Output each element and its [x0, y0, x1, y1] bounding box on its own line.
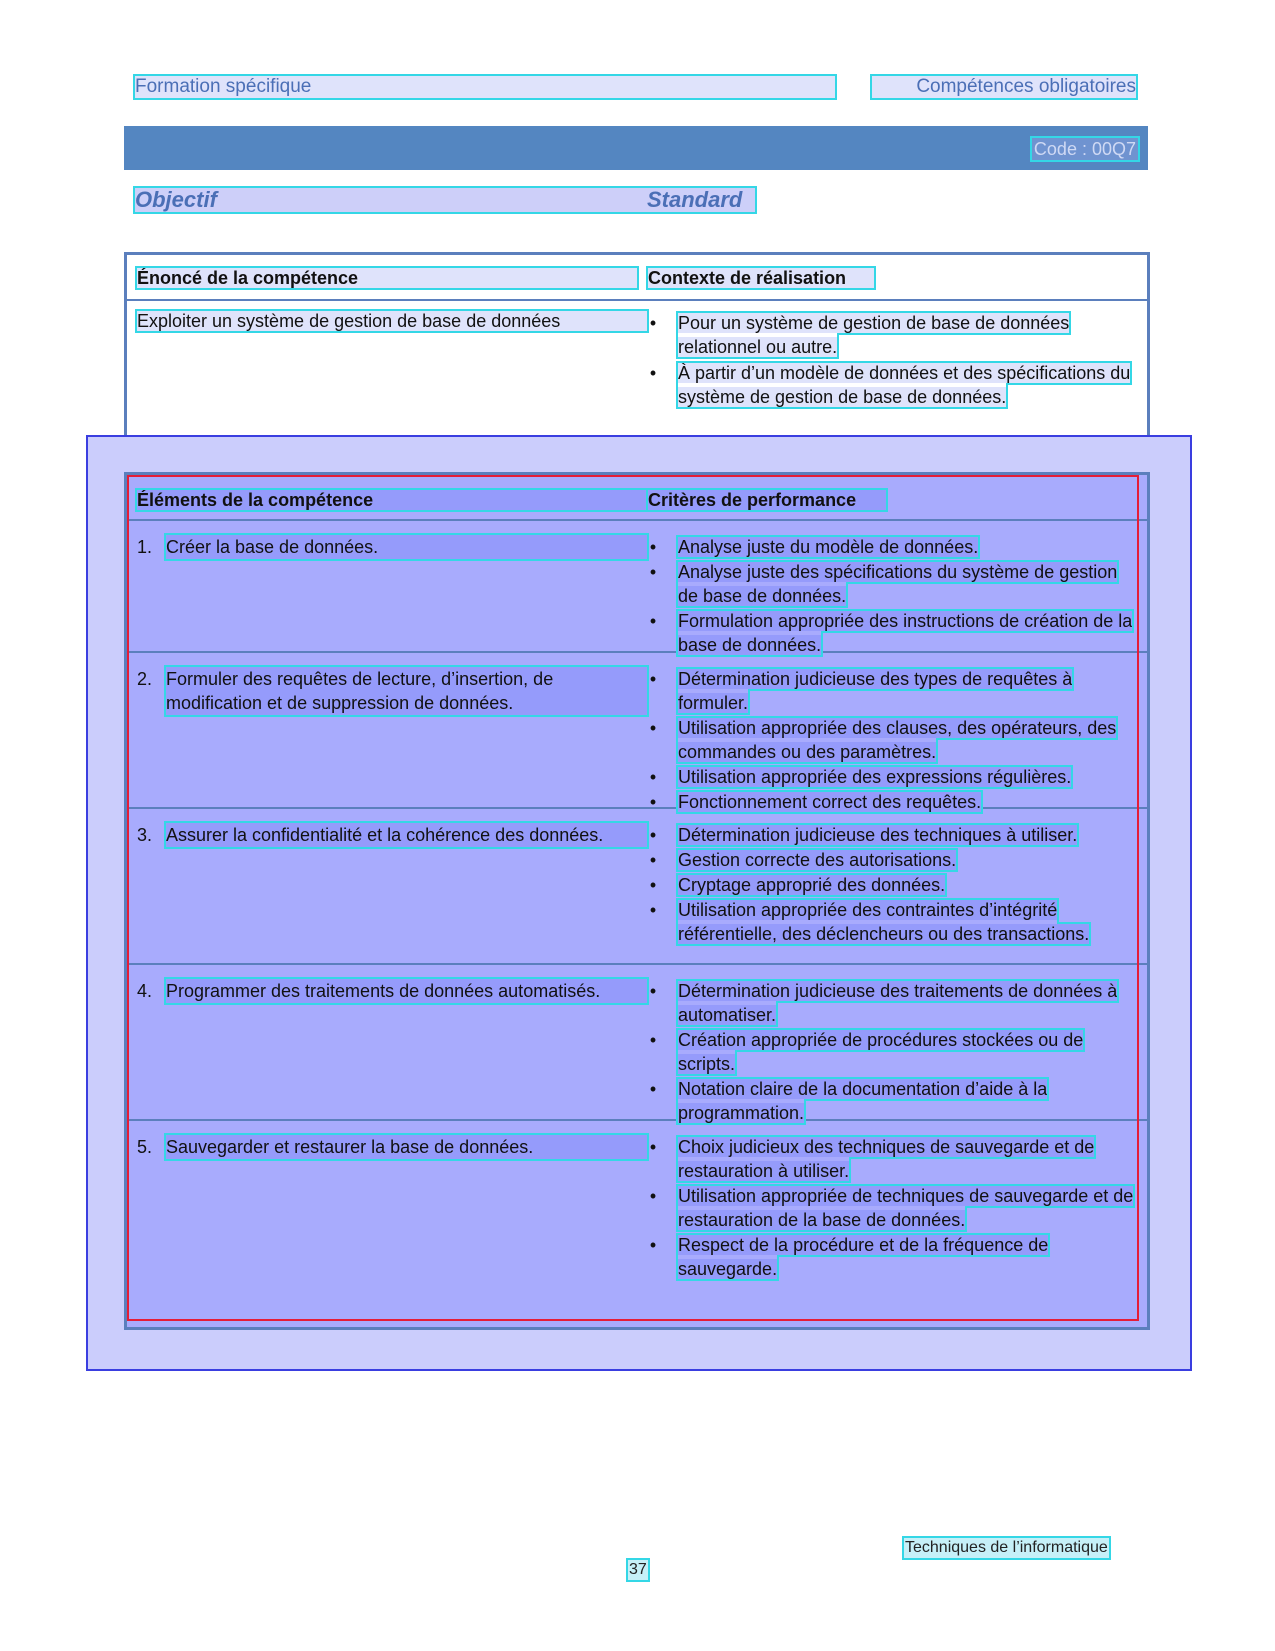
element-number: 5. [137, 1137, 153, 1157]
criterion-text: Utilisation appropriée des contraintes d’intégrité référentielle, des déclencheurs ou des transactions. [678, 900, 1090, 944]
header-competency-type: Compétences obligatoires [872, 76, 1136, 98]
page-number: 37 [629, 1561, 647, 1578]
competency-statement: Exploiter un système de gestion de base de données [137, 311, 647, 331]
bullet-icon: • [649, 1186, 657, 1206]
list-item [648, 361, 1138, 409]
criterion-text: Notation claire de la documentation d’aide à la programmation. [678, 1079, 1048, 1123]
criterion-text: Formulation appropriée des instructions de création de la base de données. [678, 611, 1133, 655]
bullet-icon: • [649, 611, 657, 631]
criterion-text: Cryptage approprié des données. [678, 875, 946, 895]
list-item [648, 311, 1138, 359]
bullet-icon: • [649, 900, 657, 920]
context-list [648, 311, 1138, 411]
criterion-text: Utilisation appropriée de techniques de sauvegarde et de restauration de la base de données. [678, 1186, 1134, 1230]
bullet-icon: • [649, 981, 657, 1001]
element-number: 4. [137, 981, 153, 1001]
bullet-icon: • [649, 669, 657, 689]
bullet-icon: • [649, 562, 657, 582]
criterion-text: Analyse juste du modèle de données. [678, 537, 979, 557]
objective-label: Objectif [135, 187, 217, 212]
element-text: Programmer des traitements de données automatisés. [166, 979, 647, 1003]
footer-program-name: Techniques de l’informatique [905, 1539, 1108, 1556]
bullet-icon: • [649, 537, 657, 557]
criterion-text: Détermination judicieuse des techniques à utiliser. [678, 825, 1078, 845]
bullet-icon: • [649, 825, 657, 845]
bullet-icon: • [649, 718, 657, 738]
selection-frame [127, 475, 1139, 1321]
element-text: Sauvegarder et restaurer la base de données. [166, 1135, 647, 1159]
criterion-text: Respect de la procédure et de la fréquence de sauvegarde. [678, 1235, 1049, 1279]
objective-row [135, 188, 755, 212]
statement-column-title: Énoncé de la compétence [137, 268, 637, 288]
statement-table [124, 252, 1150, 438]
statement-table-header [127, 255, 1147, 301]
standard-label: Standard [647, 187, 743, 212]
criterion-text: Utilisation appropriée des clauses, des opérateurs, des commandes ou des paramètres. [678, 718, 1117, 762]
bullet-icon: • [649, 1030, 657, 1050]
context-text: À partir d’un modèle de données et des spécifications du système de gestion de base de données. [678, 363, 1131, 407]
bullet-icon: • [649, 1235, 657, 1255]
criterion-text: Analyse juste des spécifications du système de gestion de base de données. [678, 562, 1118, 606]
element-number: 1. [137, 537, 153, 557]
competency-code: Code : 00Q7 [1033, 139, 1136, 159]
bullet-icon: • [649, 767, 657, 787]
bullet-icon: • [649, 850, 657, 870]
element-text: Créer la base de données. [166, 535, 647, 559]
criterion-text: Création appropriée de procédures stockées ou de scripts. [678, 1030, 1084, 1074]
criteria-column-title: Critères de performance [648, 490, 886, 510]
bullet-icon: • [649, 313, 657, 333]
criterion-text: Fonctionnement correct des requêtes. [678, 792, 982, 812]
bullet-icon: • [649, 875, 657, 895]
criterion-text: Utilisation appropriée des expressions régulières. [678, 767, 1072, 787]
bullet-icon: • [649, 1137, 657, 1157]
header-program-type: Formation spécifique [135, 76, 835, 98]
context-text: Pour un système de gestion de base de données relationnel ou autre. [678, 313, 1070, 357]
criterion-text: Détermination judicieuse des traitements de données à automatiser. [678, 981, 1118, 1025]
bullet-icon: • [649, 1079, 657, 1099]
element-text: Assurer la confidentialité et la cohérence des données. [166, 823, 647, 847]
criterion-text: Gestion correcte des autorisations. [678, 850, 957, 870]
bullet-icon: • [649, 363, 657, 383]
element-number: 2. [137, 669, 153, 689]
element-number: 3. [137, 825, 153, 845]
criterion-text: Choix judicieux des techniques de sauvegarde et de restauration à utiliser. [678, 1137, 1095, 1181]
element-text: Formuler des requêtes de lecture, d’insertion, de modification et de suppression de données. [166, 667, 647, 715]
criterion-text: Détermination judicieuse des types de requêtes à formuler. [678, 669, 1073, 713]
context-column-title: Contexte de réalisation [648, 268, 874, 288]
bullet-icon: • [649, 792, 657, 812]
elements-column-title: Éléments de la compétence [137, 490, 647, 510]
code-band [124, 126, 1148, 170]
